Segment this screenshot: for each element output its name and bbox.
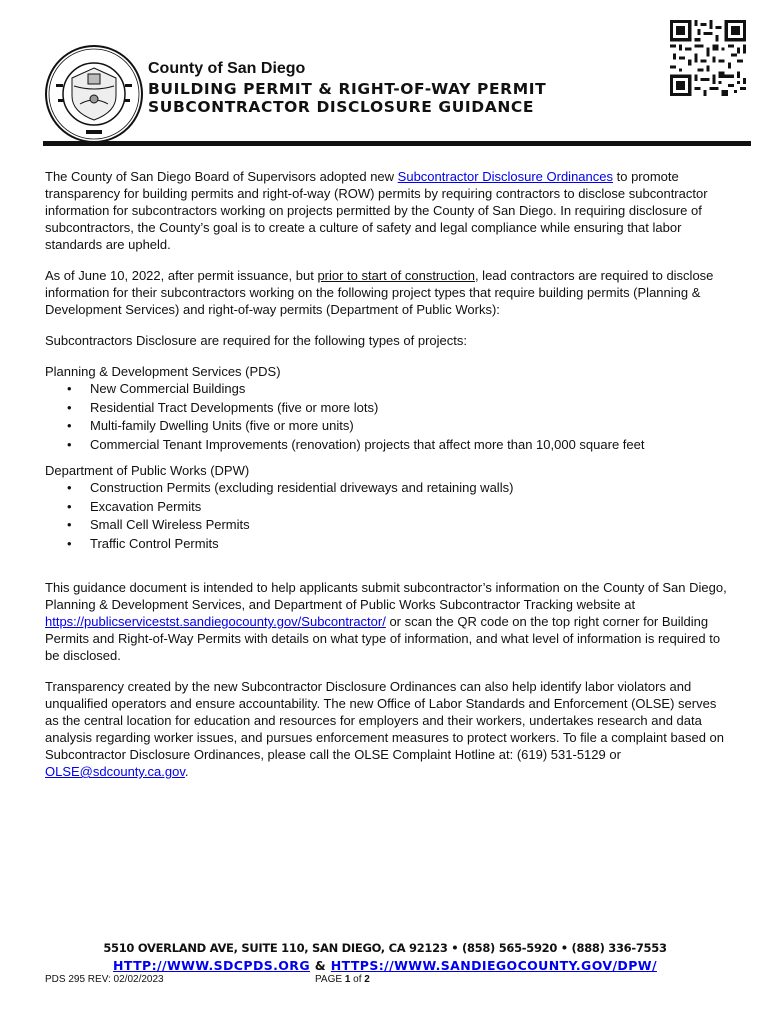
form-revision: PDS 295 REV: 02/02/2023	[45, 974, 164, 985]
qr-code[interactable]	[670, 20, 746, 96]
guidance-text-cont: or scan the QR code on the top right corner for Building Permits and Right-of-Way Permits with details on what type of information, and what level of information is required to be disclosed.	[45, 614, 721, 663]
project-types-paragraph: Subcontractors Disclosure are required for the following types of projects:	[45, 333, 467, 348]
page-total: 2	[364, 974, 370, 985]
header-divider	[43, 141, 751, 146]
dpw-link[interactable]: HTTPS://WWW.SANDIEGOCOUNTY.GOV/DPW/	[330, 958, 657, 973]
olse-paragraph	[45, 678, 730, 780]
footer-amp: &	[309, 958, 331, 973]
list-item: • New Commercial Buildings	[45, 380, 730, 399]
list-item: • Construction Permits (excluding residential driveways and retaining walls)	[45, 479, 730, 498]
intro-paragraph	[45, 168, 730, 253]
requirement-text: As of June 10, 2022, after permit issuance, but	[45, 268, 318, 283]
ordinances-link[interactable]: Subcontractor Disclosure Ordinances	[397, 169, 613, 184]
intro-text-cont: to promote transparency for building permits and right-of-way (ROW) permits by requiring contractors to disclose subcontractor information for subcontractors working on projects permitted by the County of San Diego. In requiring disclosure of subcontractors, the County’s goal is to create a culture of safety and legal compliance while ensuring that labor standards are upheld.	[45, 169, 708, 252]
title-line-2: SUBCONTRACTOR DISCLOSURE GUIDANCE	[148, 98, 535, 116]
page-number	[315, 974, 370, 985]
page-current: 1	[344, 974, 351, 985]
underlined-phrase: prior to start of construction	[317, 268, 475, 283]
olse-text-end: .	[184, 764, 189, 779]
footer-links	[0, 958, 770, 973]
guidance-paragraph	[45, 579, 730, 664]
pds-section-title: Planning & Development Services (PDS)	[45, 364, 281, 379]
subcontractor-website-link[interactable]: https://publicservicestst.sandiegocounty.gov/Subcontractor/	[45, 614, 386, 629]
dpw-list	[45, 479, 730, 553]
list-item: • Residential Tract Developments (five or more lots)	[45, 399, 730, 418]
list-item: • Small Cell Wireless Permits	[45, 516, 730, 535]
list-item: • Commercial Tenant Improvements (renovation) projects that affect more than 10,000 square feet	[45, 436, 730, 455]
page-label: PAGE	[315, 974, 345, 985]
intro-text: The County of San Diego Board of Supervisors adopted new	[45, 169, 398, 184]
sdcpds-link[interactable]: HTTP://WWW.SDCPDS.ORG	[113, 958, 310, 973]
olse-text: Transparency created by the new Subcontractor Disclosure Ordinances can also help identify labor violators and unqualified operators and ensure accountability. The new Office of Labor Standards and Enforcement (OLSE) serves as the central location for education and resources for employers and their workers, undertakes research and data analysis regarding worker issues, and pursues enforcement measures to protect workers. To file a complaint based on Subcontractor Disclosure Ordinances, please call the OLSE Complaint Hotline at: (619) 531-5129 or	[45, 679, 724, 762]
county-name: County of San Diego	[148, 60, 306, 77]
list-item: • Multi-family Dwelling Units (five or more units)	[45, 417, 730, 436]
county-seal-logo	[44, 44, 144, 144]
requirement-paragraph	[45, 267, 730, 318]
dpw-section-title: Department of Public Works (DPW)	[45, 463, 250, 478]
requirement-text-cont: , lead contractors are required to disclose information for their subcontractors working on the following project types that require building permits (Planning & Development Services) and right-of-way permits (Department of Public Works):	[45, 268, 714, 317]
list-item: • Excavation Permits	[45, 498, 730, 517]
olse-email-link[interactable]: OLSE@sdcounty.ca.gov	[45, 764, 185, 779]
pds-list	[45, 380, 730, 454]
page-title	[148, 80, 546, 116]
title-line-1: BUILDING PERMIT & RIGHT-OF-WAY PERMIT	[148, 80, 547, 98]
list-item: • Traffic Control Permits	[45, 535, 730, 554]
guidance-text: This guidance document is intended to help applicants submit subcontractor’s information on the County of San Diego, Planning & Development Services, and Department of Public Works Subcontractor Tracking website at	[45, 580, 727, 612]
document-body	[45, 168, 730, 794]
footer-address: 5510 OVERLAND AVE, SUITE 110, SAN DIEGO, CA 92123 • (858) 565-5920 • (888) 336-7553	[103, 941, 667, 955]
page-of: of	[350, 974, 365, 985]
